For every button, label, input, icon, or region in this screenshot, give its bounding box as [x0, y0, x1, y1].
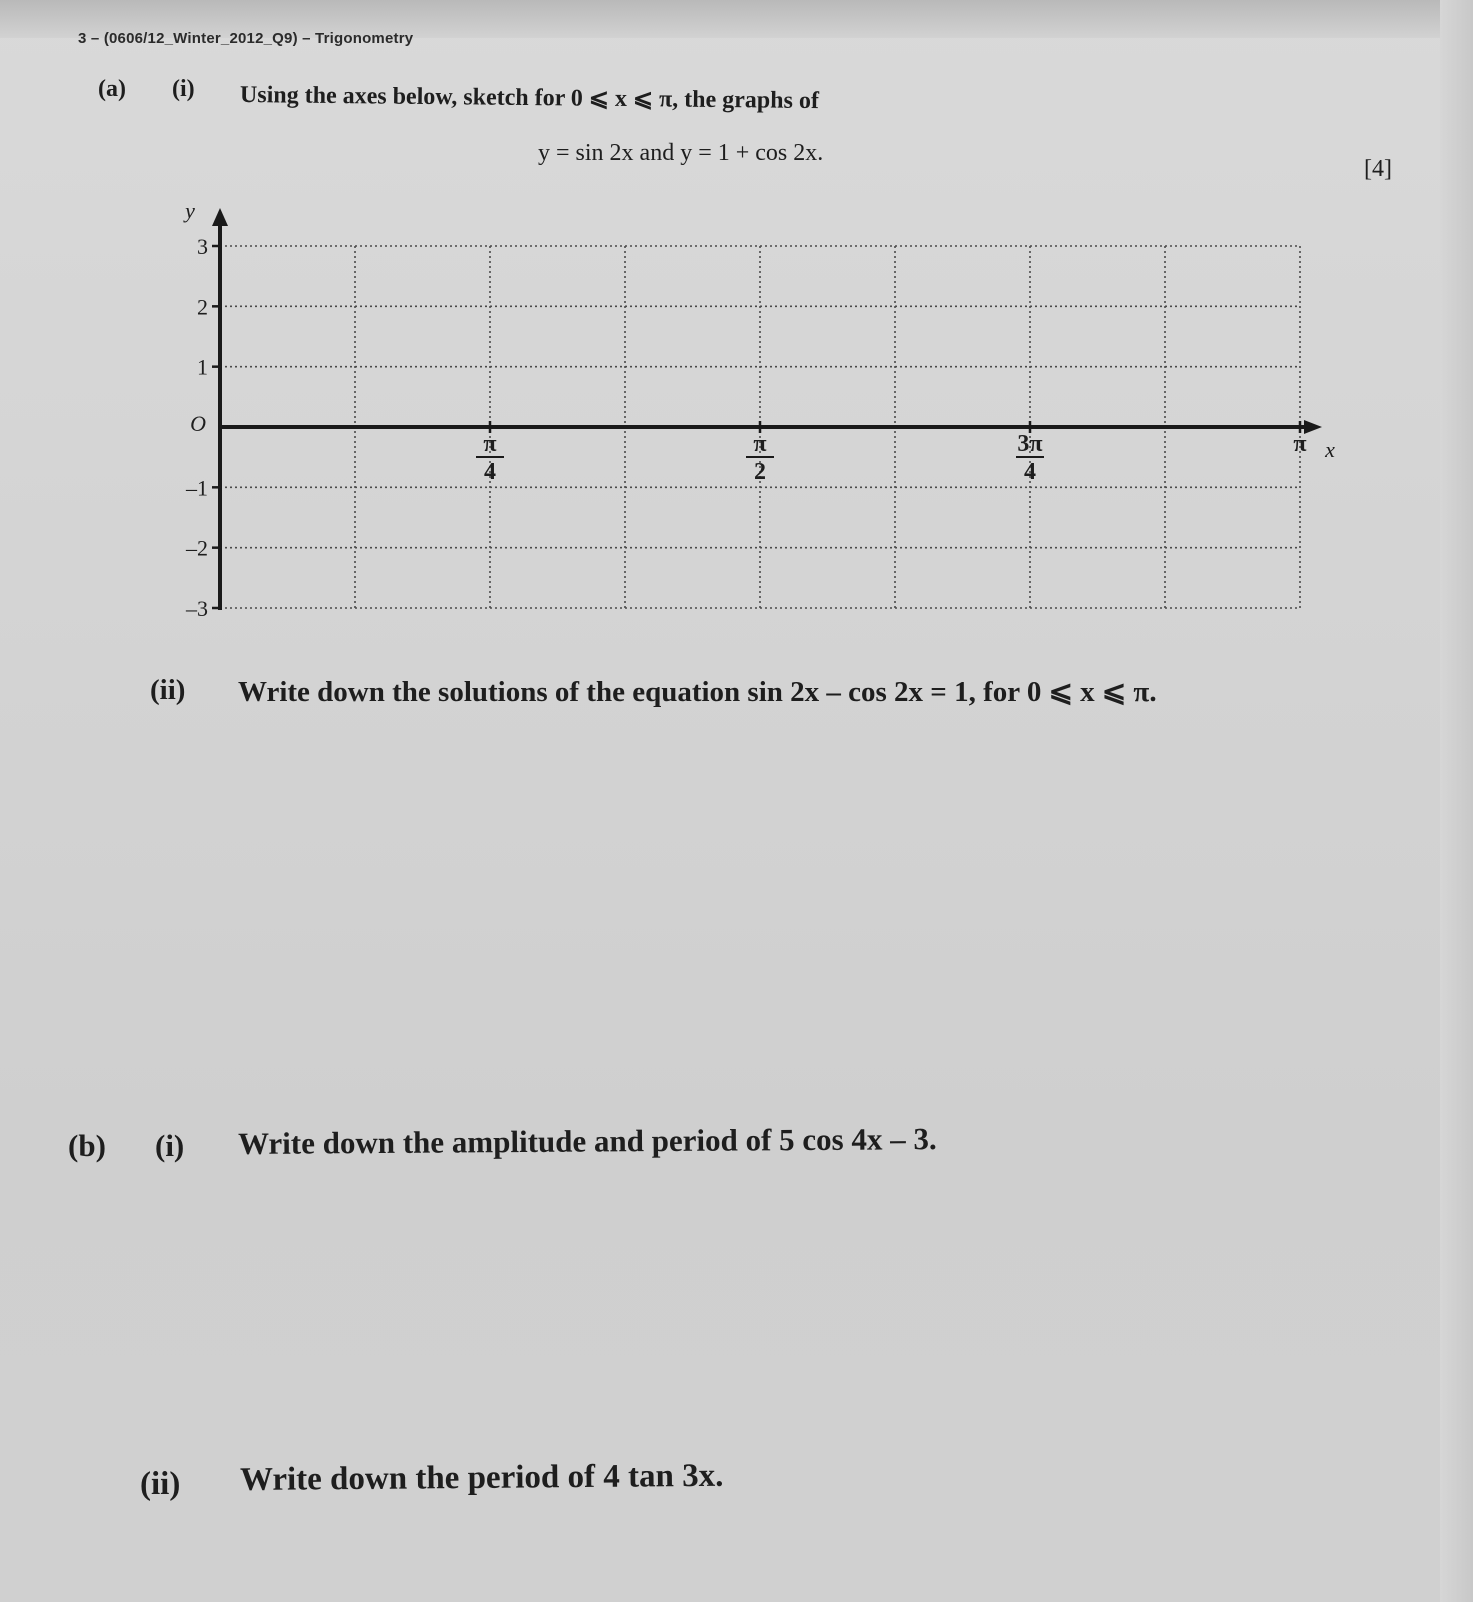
y-tick-label: 3: [197, 234, 208, 259]
part-a-label: (a): [98, 76, 126, 102]
x-tick-denominator: 4: [1024, 459, 1037, 485]
part-b-ii-text: Write down the period of 4 tan 3x.: [239, 1457, 724, 1498]
x-axis-arrow-icon: [1304, 420, 1322, 434]
y-axis-label: y: [185, 198, 195, 223]
axis-labels: [183, 198, 1335, 621]
y-tick-label: –1: [186, 475, 208, 501]
x-tick-numerator: π: [483, 431, 497, 457]
page-shadow-right: [1440, 0, 1473, 1602]
y-tick-label: –3: [186, 596, 208, 621]
y-axis-arrow-icon: [212, 208, 228, 226]
part-b-ii-label: (ii): [140, 1466, 181, 1502]
part-b-i-text: Write down the amplitude and period of 5 cos 4x – 3.: [237, 1121, 937, 1161]
part-a-i-text: Using the axes below, sketch for 0 ⩽ x ⩽ π, the graphs of: [239, 82, 820, 115]
part-a-i-equations: y = sin 2x and y = 1 + cos 2x.: [538, 140, 824, 166]
y-tick-label: 2: [197, 294, 208, 320]
x-tick-denominator: 2: [754, 459, 767, 485]
x-tick-numerator: π: [1293, 431, 1307, 457]
question-reference: 3 – (0606/12_Winter_2012_Q9) – Trigonometry: [78, 30, 414, 47]
part-b-label: (b): [68, 1128, 106, 1163]
x-tick-numerator: π: [753, 431, 767, 457]
sketch-axes-graph: [150, 190, 1335, 630]
y-tick-label: –2: [186, 535, 208, 561]
part-a-ii-text: Write down the solutions of the equation sin 2x – cos 2x = 1, for 0 ⩽ x ⩽ π.: [238, 676, 1157, 708]
part-b-i-label: (i): [155, 1128, 185, 1163]
x-axis-label: x: [1325, 437, 1335, 462]
part-a-ii-label: (ii): [150, 674, 186, 706]
part-a-i-label: (i): [172, 76, 195, 102]
origin-label: O: [190, 411, 206, 436]
y-tick-label: 1: [197, 354, 208, 380]
marks-label: [4]: [1364, 156, 1392, 182]
x-tick-denominator: 4: [484, 459, 497, 485]
axes: [212, 208, 1322, 610]
x-tick-numerator: 3π: [1017, 431, 1043, 457]
